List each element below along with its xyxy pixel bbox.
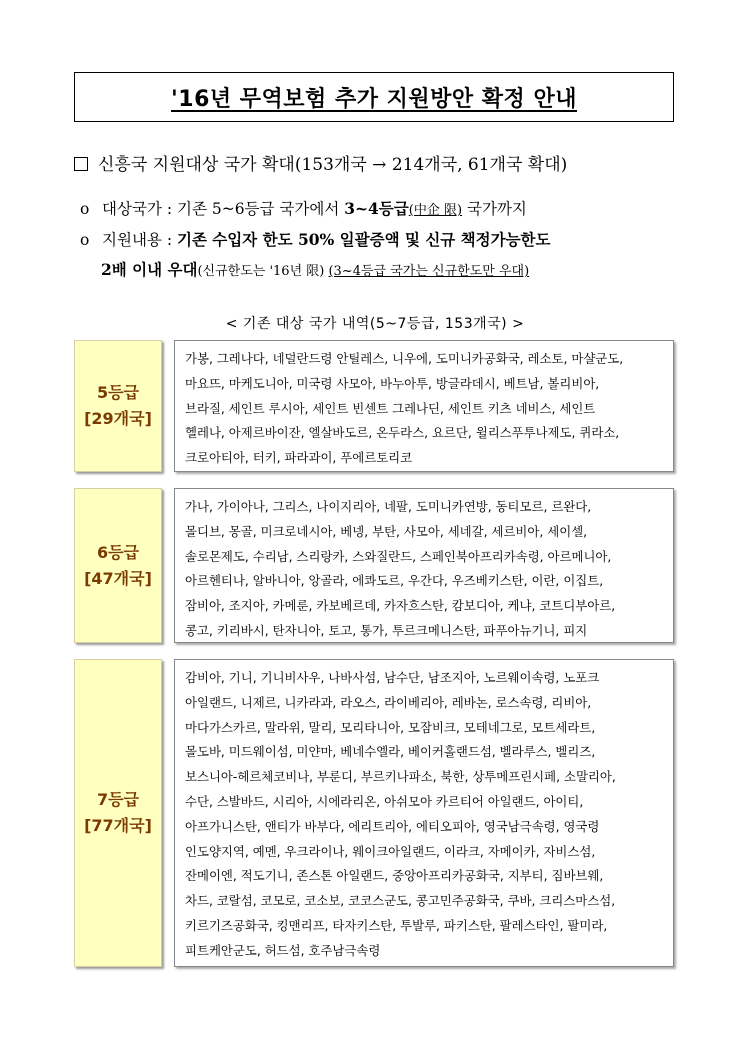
bullet-mark: o — [80, 231, 90, 249]
list-line: 아일랜드, 니제르, 니카라과, 라오스, 라이베리아, 레바논, 로스속령, 리비아, — [185, 694, 592, 710]
list-line: 피트케안군도, 허드섬, 호주남극속령 — [185, 942, 381, 958]
bullet-1-tail: 국가까지 — [462, 200, 527, 218]
list-line: 가봉, 그레나다, 네덜란드령 안틸레스, 니우에, 도미니카공화국, 레소토, 마샬군도, — [185, 351, 624, 366]
list-line: 키르기즈공화국, 킹맨리프, 타자키스탄, 투발루, 파키스탄, 팔레스타인, 팔미라, — [185, 917, 608, 933]
section-heading-text: 신흥국 지원대상 국가 확대(153개국 → 214개국, 61개국 확대) — [98, 155, 568, 175]
bullet-support-content — [80, 228, 551, 250]
list-line: 가나, 가이아나, 그리스, 나이지리아, 네팔, 도미니카연방, 동티모르, 르완다, — [185, 499, 592, 514]
grade-7-country-list — [174, 659, 674, 967]
list-line: 솔로몬제도, 수리남, 스리랑카, 스와질란드, 스페인북아프리카속령, 아르메니아, — [185, 548, 612, 564]
list-line: 브라질, 세인트 루시아, 세인트 빈센트 그레나딘, 세인트 키츠 네비스, 세인트 — [185, 400, 596, 416]
bullet-2-cont-small2: (3~4등급 국가는 신규한도만 우대) — [328, 264, 530, 279]
bullet-target-countries — [80, 197, 527, 219]
checkbox-square-icon — [74, 157, 88, 171]
list-line: 차드, 코랄섬, 코모로, 코소보, 코코스군도, 콩고민주공화국, 쿠바, 크리스마스섬, — [185, 893, 616, 909]
list-line: 인도양지역, 예멘, 우크라이나, 웨이크아일랜드, 이라크, 자메이카, 자비스섬, — [185, 843, 596, 859]
grade-5-country-list — [174, 340, 674, 472]
country-list-subheading: < 기존 대상 국가 내역(5~7등급, 153개국) > — [225, 316, 525, 332]
list-line: 크로아티아, 터키, 파라과이, 푸에르토리코 — [185, 450, 413, 466]
grade-count: [77개국] — [84, 816, 152, 835]
grade-7-box — [74, 659, 162, 967]
bullet-support-content-cont — [101, 258, 529, 280]
grade-label: 6등급 — [96, 542, 140, 562]
list-line: 몰디브, 몽골, 미크로네시아, 베넹, 부탄, 사모아, 세네갈, 세르비아, 세이셀, — [185, 523, 588, 539]
document-title: '16년 무역보험 추가 지원방안 확정 안내 — [171, 86, 577, 112]
list-line: 헬레나, 아제르바이잔, 엘살바도르, 온두라스, 요르단, 윌리스푸투나제도, 퀴라소, — [185, 425, 620, 441]
grade-label: 5등급 — [96, 383, 140, 402]
list-line: 감비아, 기니, 기니비사우, 나바사섬, 남수단, 남조지아, 노르웨이속령, 노포크 — [185, 670, 600, 685]
list-line: 수단, 스발바드, 시리아, 시에라리온, 아쉬모아 카르티어 아일랜드, 아이티, — [185, 793, 584, 809]
grade-6-box — [74, 488, 162, 643]
list-line: 잔메이엔, 적도기니, 존스톤 아일랜드, 중앙아프리카공화국, 지부티, 짐바브웨, — [185, 868, 604, 884]
list-line: 잠비아, 조지아, 카메룬, 카보베르데, 카자흐스탄, 캄보디아, 케냐, 코트디부아르, — [185, 598, 616, 614]
bullet-1-label: 대상국가 : 기존 5~6등급 국가에서 — [102, 200, 345, 218]
grade-label: 7등급 — [96, 790, 140, 809]
bullet-mark: o — [80, 200, 90, 218]
bullet-1-small: (中企 限) — [408, 203, 463, 218]
title-box — [74, 72, 674, 122]
grade-count: [29개국] — [84, 409, 152, 428]
bullet-2-cont-bold: 2배 이내 우대 — [101, 260, 198, 279]
bullet-1-bold: 3~4등급 — [344, 199, 409, 218]
list-line: 콩고, 키리바시, 탄자니아, 토고, 통가, 투르크메니스탄, 파푸아뉴기니, 피지 — [185, 622, 588, 638]
list-line: 아프가니스탄, 앤티가 바부다, 에리트리아, 에티오피아, 영국남극속령, 영국령 — [185, 818, 600, 834]
list-line: 마다가스카르, 말라위, 말리, 모리타니아, 모잠비크, 모테네그로, 모트세라트, — [185, 719, 596, 735]
bullet-2-bold: 기존 수입자 한도 50% 일괄증액 및 신규 책정가능한도 — [176, 230, 551, 249]
grade-6-country-list — [174, 488, 674, 643]
list-line: 몰도바, 미드웨이섬, 미얀마, 베네수엘라, 베이커홀랜드섬, 벨라루스, 벨리즈, — [185, 744, 596, 760]
section-heading — [74, 150, 567, 175]
list-line: 보스니아-헤르체코비나, 부룬디, 부르키나파소, 북한, 상투메프린시페, 소말리아, — [185, 769, 616, 785]
list-line: 마요뜨, 마케도니아, 미국령 사모아, 바누아투, 방글라데시, 베트남, 볼리비아, — [185, 375, 600, 391]
bullet-2-cont-small1: (신규한도는 '16년 限) — [197, 264, 329, 279]
grade-count: [47개국] — [84, 568, 152, 588]
bullet-2-label: 지원내용 : — [102, 231, 177, 249]
grade-5-box — [74, 340, 162, 472]
list-line: 아르헨티나, 알바니아, 앙골라, 에콰도르, 우간다, 우즈베키스탄, 이란, 이집트, — [185, 573, 604, 589]
